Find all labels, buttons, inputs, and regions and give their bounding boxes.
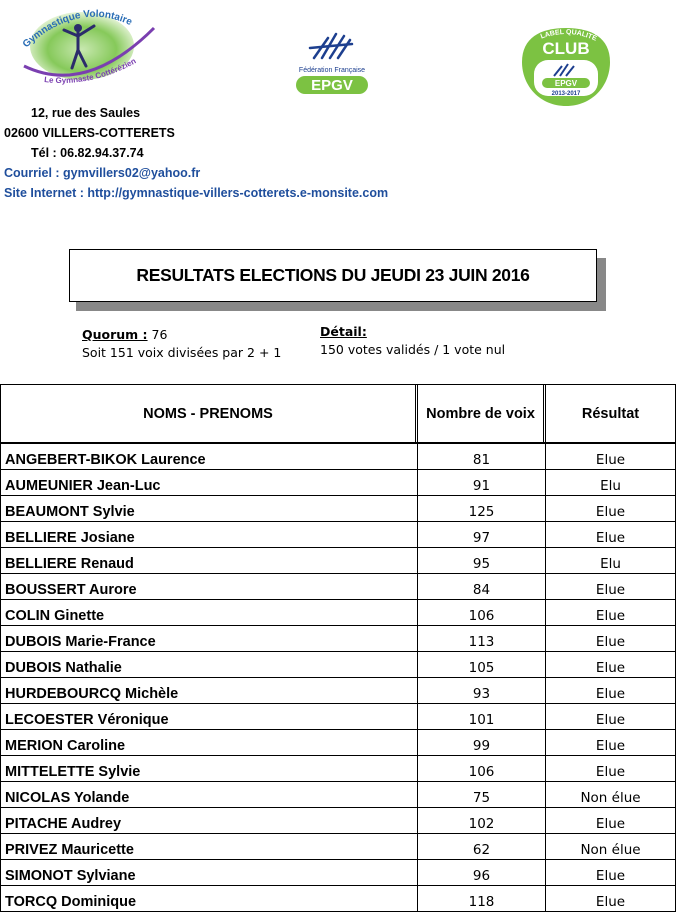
vote-count: 105 bbox=[418, 652, 546, 677]
result-status: Non élue bbox=[546, 782, 676, 807]
table-row bbox=[0, 496, 676, 522]
candidate-name: LECOESTER Véronique bbox=[0, 704, 418, 729]
label-epgv-badge: EPGV bbox=[554, 79, 578, 88]
gymnastique-volontaire-logo bbox=[16, 4, 158, 86]
vote-count: 125 bbox=[418, 496, 546, 521]
address-phone: Tél : 06.82.94.37.74 bbox=[31, 146, 144, 160]
table-row bbox=[0, 470, 676, 496]
result-status: Elue bbox=[546, 756, 676, 781]
vote-count: 84 bbox=[418, 574, 546, 599]
result-status: Elue bbox=[546, 730, 676, 755]
table-row bbox=[0, 834, 676, 860]
results-table bbox=[0, 384, 676, 912]
label-qualite-club-logo bbox=[520, 26, 612, 108]
result-status: Elu bbox=[546, 548, 676, 573]
vote-count: 75 bbox=[418, 782, 546, 807]
quorum-note: Soit 151 voix divisées par 2 + 1 bbox=[82, 345, 282, 360]
website-link[interactable]: Site Internet : http://gymnastique-villers-cotterets.e-monsite.com bbox=[4, 186, 389, 200]
result-status: Elue bbox=[546, 444, 676, 469]
vote-count: 102 bbox=[418, 808, 546, 833]
candidate-name: TORCQ Dominique bbox=[0, 886, 418, 911]
candidate-name: DUBOIS Nathalie bbox=[0, 652, 418, 677]
label-top-text: LABEL QUALITÉ bbox=[539, 28, 598, 43]
candidate-name: MITTELETTE Sylvie bbox=[0, 756, 418, 781]
vote-count: 97 bbox=[418, 522, 546, 547]
vote-count: 106 bbox=[418, 600, 546, 625]
table-row bbox=[0, 756, 676, 782]
vote-count: 91 bbox=[418, 470, 546, 495]
candidate-name: ANGEBERT-BIKOK Laurence bbox=[0, 444, 418, 469]
logo-bottom-text: Le Gymnaste Cottérézien bbox=[43, 56, 138, 86]
vote-count: 95 bbox=[418, 548, 546, 573]
candidate-name: DUBOIS Marie-France bbox=[0, 626, 418, 651]
figures-icon bbox=[310, 34, 352, 58]
quorum-line bbox=[82, 327, 167, 342]
quorum-value: 76 bbox=[147, 327, 168, 342]
table-row bbox=[0, 860, 676, 886]
vote-count: 101 bbox=[418, 704, 546, 729]
address-street: 12, rue des Saules bbox=[31, 106, 141, 120]
detail-label: Détail: bbox=[320, 324, 367, 339]
table-row bbox=[0, 808, 676, 834]
candidate-name: MERION Caroline bbox=[0, 730, 418, 755]
result-status: Elue bbox=[546, 522, 676, 547]
candidate-name: NICOLAS Yolande bbox=[0, 782, 418, 807]
candidate-name: SIMONOT Sylviane bbox=[0, 860, 418, 885]
result-status: Elue bbox=[546, 808, 676, 833]
header-name: NOMS - PRENOMS bbox=[0, 385, 418, 443]
table-row bbox=[0, 782, 676, 808]
candidate-name: BELLIERE Josiane bbox=[0, 522, 418, 547]
vote-count: 96 bbox=[418, 860, 546, 885]
vote-count: 99 bbox=[418, 730, 546, 755]
table-row bbox=[0, 548, 676, 574]
candidate-name: PITACHE Audrey bbox=[0, 808, 418, 833]
result-status: Elue bbox=[546, 496, 676, 521]
table-row bbox=[0, 730, 676, 756]
header-votes: Nombre de voix bbox=[418, 385, 546, 443]
table-row bbox=[0, 886, 676, 912]
logo-top-text: Gymnastique Volontaire bbox=[20, 8, 134, 51]
table-row bbox=[0, 626, 676, 652]
result-status: Elue bbox=[546, 860, 676, 885]
table-row bbox=[0, 652, 676, 678]
candidate-name: HURDEBOURCQ Michèle bbox=[0, 678, 418, 703]
label-years: 2013-2017 bbox=[551, 91, 581, 97]
result-status: Non élue bbox=[546, 834, 676, 859]
result-status: Elue bbox=[546, 704, 676, 729]
table-row bbox=[0, 704, 676, 730]
result-status: Elue bbox=[546, 886, 676, 911]
table-row bbox=[0, 600, 676, 626]
logo-small-text: Fédération Française bbox=[298, 67, 366, 74]
epgv-badge: EPGV bbox=[311, 77, 353, 94]
candidate-name: AUMEUNIER Jean-Luc bbox=[0, 470, 418, 495]
quorum-label: Quorum : bbox=[82, 327, 148, 342]
table-header bbox=[0, 384, 676, 444]
ffepgv-logo bbox=[292, 26, 372, 96]
candidate-name: BELLIERE Renaud bbox=[0, 548, 418, 573]
table-row bbox=[0, 574, 676, 600]
candidate-name: BEAUMONT Sylvie bbox=[0, 496, 418, 521]
table-row bbox=[0, 522, 676, 548]
table-row bbox=[0, 678, 676, 704]
address-city: 02600 VILLERS-COTTERETS bbox=[4, 126, 175, 140]
result-status: Elue bbox=[546, 652, 676, 677]
vote-count: 106 bbox=[418, 756, 546, 781]
result-status: Elue bbox=[546, 626, 676, 651]
vote-count: 113 bbox=[418, 626, 546, 651]
club-text: CLUB bbox=[542, 39, 590, 58]
table-row bbox=[0, 444, 676, 470]
result-status: Elue bbox=[546, 600, 676, 625]
candidate-name: COLIN Ginette bbox=[0, 600, 418, 625]
candidate-name: BOUSSERT Aurore bbox=[0, 574, 418, 599]
vote-count: 81 bbox=[418, 444, 546, 469]
page-title: RESULTATS ELECTIONS DU JEUDI 23 JUIN 2016 bbox=[69, 249, 597, 302]
result-status: Elue bbox=[546, 574, 676, 599]
table-body bbox=[0, 444, 676, 912]
email-link[interactable]: Courriel : gymvillers02@yahoo.fr bbox=[4, 166, 201, 180]
vote-count: 62 bbox=[418, 834, 546, 859]
vote-count: 93 bbox=[418, 678, 546, 703]
result-status: Elu bbox=[546, 470, 676, 495]
header-result: Résultat bbox=[546, 385, 676, 443]
vote-count: 118 bbox=[418, 886, 546, 911]
detail-text: 150 votes validés / 1 vote nul bbox=[320, 342, 506, 357]
candidate-name: PRIVEZ Mauricette bbox=[0, 834, 418, 859]
result-status: Elue bbox=[546, 678, 676, 703]
